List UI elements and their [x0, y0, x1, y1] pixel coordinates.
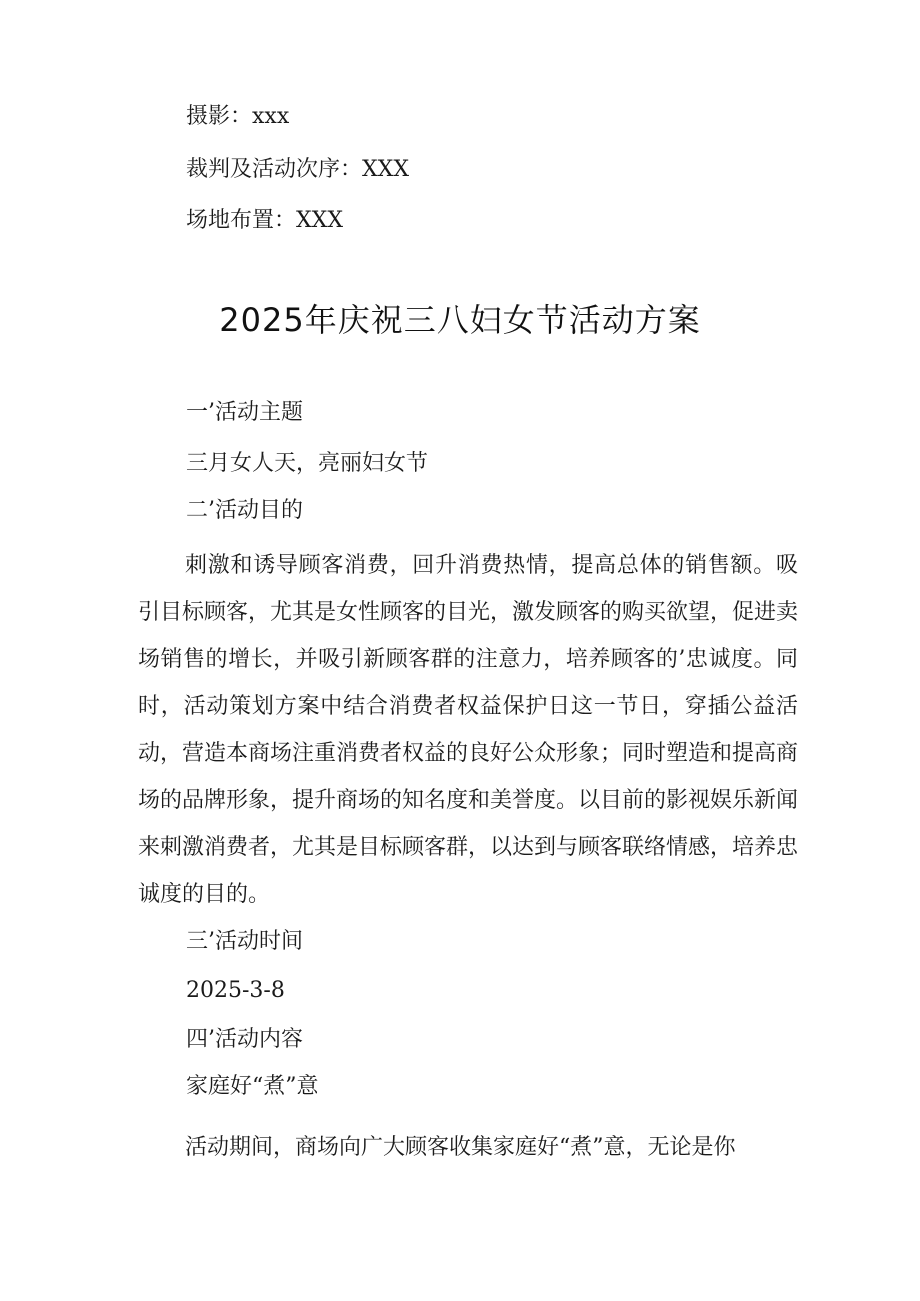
section-3-text: 2025-3-8 — [186, 978, 285, 1003]
judges-order-line: 裁判及活动次序：XXX — [186, 157, 409, 182]
section-3-heading: 三’活动时间 — [186, 929, 303, 954]
section-4-paragraph: 活动期间，商场向广大顾客收集家庭好“煮”意，无论是你 — [185, 1135, 736, 1160]
section-4-subheading: 家庭好“煮”意 — [186, 1074, 319, 1099]
section-1-text: 三月女人天，亮丽妇女节 — [186, 451, 429, 476]
section-2-paragraph: 刺激和诱导顾客消费，回升消费热情，提高总体的销售额。吸引目标顾客，尤其是女性顾客的目光，激发顾客的购买欲望，促进卖场销售的增长，并吸引新顾客群的注意力，培养顾客的’忠诚度。同时，活动策划方案中结合消费者权益保护日这一节日，穿插公益活动，营造本商场注重消费者权益的良好公众形象；同时塑造和提高商场的品牌形象，提升商场的知名度和美誉度。以目前的影视娱乐新闻来刺激消费者，尤其是目标顾客群，以达到与顾客联络情感，培养忠诚度的目的。 — [138, 553, 799, 907]
photography-line: 摄影：xxx — [186, 104, 290, 129]
document-title: 2025年庆祝三八妇女节活动方案 — [219, 301, 701, 339]
section-4-heading: 四’活动内容 — [186, 1027, 303, 1052]
section-2-heading: 二’活动目的 — [186, 498, 303, 523]
section-1-heading: 一’活动主题 — [186, 400, 303, 425]
venue-setup-line: 场地布置：XXX — [186, 208, 343, 233]
